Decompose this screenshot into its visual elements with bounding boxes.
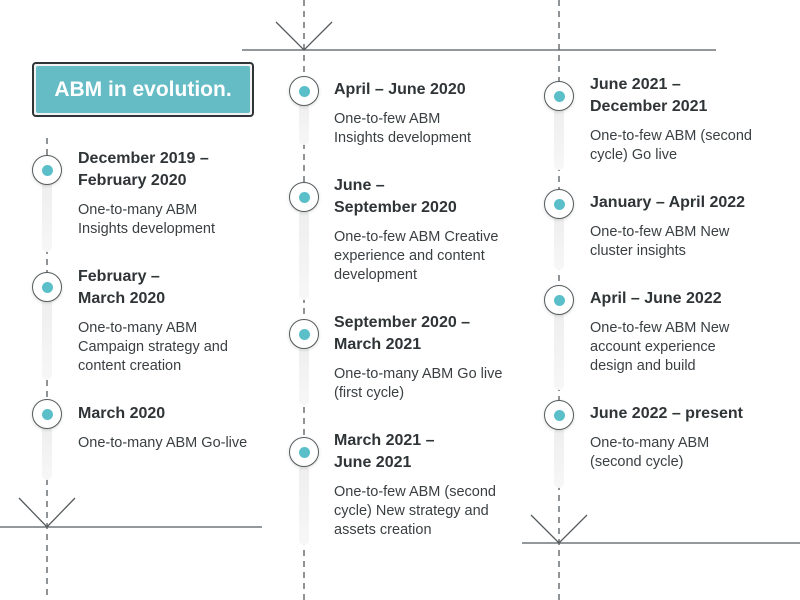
entry-description: One-to-few ABM (second cycle) Go live: [590, 128, 752, 163]
timeline-entry: [590, 403, 795, 472]
entry-description: One-to-many ABM Go live (first cycle): [334, 366, 503, 401]
entry-date: April – June 2020: [334, 81, 466, 98]
timeline-node: [544, 285, 574, 315]
timeline-entry: [334, 430, 539, 540]
page-title: ABM in evolution.: [36, 66, 250, 113]
entry-date: January – April 2022: [590, 194, 746, 211]
entry-description: One-to-few ABM Insights development: [334, 111, 472, 146]
entry-date: June 2022 – present: [590, 405, 743, 422]
timeline-entry: [78, 148, 283, 239]
timeline-rail: [554, 215, 564, 270]
entry-description: One-to-many ABM Campaign strategy and content creation: [78, 320, 228, 374]
dot-icon: [554, 91, 565, 102]
title-banner: [32, 62, 254, 117]
entry-date: April – June 2022: [590, 290, 722, 307]
timeline-entry: [78, 266, 283, 376]
timeline-node: [32, 399, 62, 429]
timeline-entry: [590, 192, 795, 261]
entry-date: February – March 2020: [78, 268, 166, 307]
entry-date: June 2021 – December 2021: [590, 76, 708, 115]
timeline-node: [289, 182, 319, 212]
dot-icon: [554, 410, 565, 421]
timeline-node: [289, 76, 319, 106]
timeline-rail: [554, 108, 564, 170]
timeline-node: [544, 189, 574, 219]
timeline-node: [289, 437, 319, 467]
dot-icon: [299, 192, 310, 203]
timeline-entry: [334, 79, 539, 148]
entry-description: One-to-few ABM New account experience design and build: [590, 320, 730, 374]
timeline-node: [32, 272, 62, 302]
timeline-entry: [590, 74, 795, 165]
entry-date: March 2020: [78, 405, 166, 422]
timeline-entry: [334, 175, 539, 285]
timeline-rail: [42, 298, 52, 380]
entry-description: One-to-many ABM (second cycle): [590, 435, 710, 470]
entry-description: One-to-many ABM Insights development: [78, 202, 216, 237]
dot-icon: [299, 86, 310, 97]
dot-icon: [299, 329, 310, 340]
dot-icon: [299, 447, 310, 458]
timeline-node: [32, 155, 62, 185]
dot-icon: [42, 409, 53, 420]
timeline-node: [544, 81, 574, 111]
timeline-rail: [42, 180, 52, 252]
entry-date: June – September 2020: [334, 177, 457, 216]
timeline-rail: [42, 425, 52, 480]
dot-icon: [42, 165, 53, 176]
entry-description: One-to-many ABM Go-live: [78, 435, 248, 451]
timeline-rail: [299, 465, 309, 545]
timeline-rail: [299, 100, 309, 145]
dot-icon: [554, 199, 565, 210]
timeline-rail: [554, 428, 564, 488]
dot-icon: [42, 282, 53, 293]
timeline-node: [544, 400, 574, 430]
entry-description: One-to-few ABM Creative experience and content development: [334, 229, 499, 283]
timeline-node: [289, 319, 319, 349]
timeline-rail: [299, 210, 309, 300]
timeline-entry: [590, 288, 795, 376]
entry-date: September 2020 – March 2021: [334, 314, 471, 353]
timeline-rail: [554, 312, 564, 390]
entry-description: One-to-few ABM New cluster insights: [590, 224, 730, 259]
timeline-entry: [78, 403, 283, 453]
entry-description: One-to-few ABM (second cycle) New strategy and assets creation: [334, 484, 496, 538]
entry-date: March 2021 – June 2021: [334, 432, 435, 471]
timeline-rail: [299, 345, 309, 405]
entry-date: December 2019 – February 2020: [78, 150, 209, 189]
dot-icon: [554, 295, 565, 306]
timeline-entry: [334, 312, 539, 403]
